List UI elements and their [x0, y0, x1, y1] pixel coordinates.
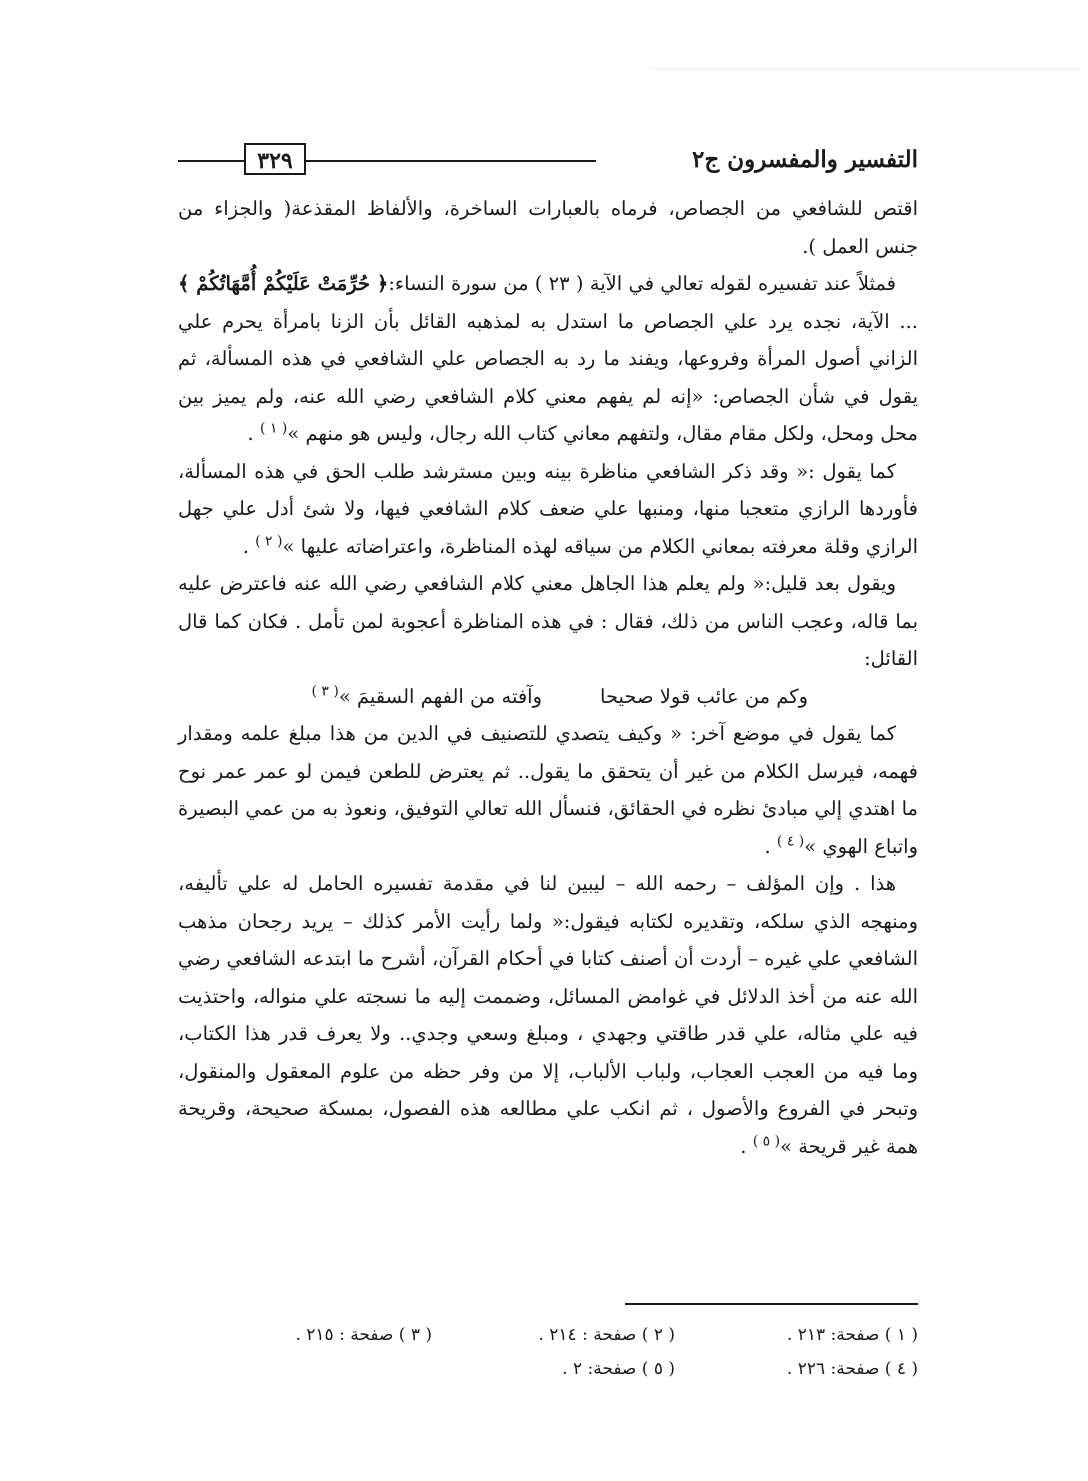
paragraph-4: ويقول بعد قليل:« ولم يعلم هذا الجاهل معني كلام الشافعي رضي الله عنه فاعترض عليه بما قاله، وعجب الناس من ذلك، فقال : في هذه المناظرة أعجوبة لمن تأمل . فكان كما قال القائل:	[178, 572, 918, 670]
footnote-1: ( ١ ) صفحة: ٢١٣ .	[786, 1325, 918, 1345]
verse-first-hemistich: وكم من عائب قولا صحيحا	[600, 684, 808, 708]
paragraph-5: كما يقول في موضع آخر: « وكيف يتصدي للتصنيف في الدين من هذا مبلغ علمه ومقدار فهمه، فيرسل الكلام من غير أن يتحقق ما يقول.. ثم يعترض للطعن فيمن لو عمر عمر نوح ما اهتدي إلي مبادئ نظره في الحقائق، فنسأل الله تعالي التوفيق، ونعوذ به من عمي البصيرة واتباع الهوي »$^{( ٤ )}$ .	[178, 722, 918, 858]
header-rule-left	[178, 160, 244, 162]
footnote-row	[200, 1352, 918, 1386]
paragraph-6: هذا . وإن المؤلف – رحمه الله – ليبين لنا في مقدمة تفسيره الحامل له علي تأليفه، ومنهجه الذي سلكه، وتقديره لكتابه فيقول:« ولما رأيت الأمر كذلك – يريد رجحان مذهب الشافعي علي غيره – أردت أن أصنف كتابا في أحكام القرآن، أشرح ما ابتدعه الشافعي رضي الله عنه من أخذ الدلائل في غوامض المسائل، وضممت إليه ما نسجته علي منواله، واحتذيت فيه علي مثاله، علي قدر طاقتي وجهدي ، ومبلغ وسعي وجدي.. ولا يعرف قدر هذا الكتاب، وما فيه من العجب العجاب، ولباب الألباب، إلا من وفر حظه من علوم المعقول والمنقول، وتبحر في الفروع والأصول ، ثم انكب علي مطالعه هذه الفصول، بمسكة صحيحة، وقريحة همة غير قريحة »$^{( ٥ )}$ .	[178, 872, 918, 1158]
footnote-ref-2: ( ٢ )	[255, 533, 283, 549]
footnote-2: ( ٢ ) صفحة : ٢١٤ .	[538, 1325, 675, 1345]
quran-quote: ﴿ حُرِّمَتْ عَلَيْكُمْ أُمَّهَاتُكُمْ ﴾	[178, 272, 389, 295]
page-number: ٣٢٩	[244, 143, 306, 175]
paragraph-1: اقتص للشافعي من الجصاص، فرماه بالعبارات الساخرة، والألفاظ المقذعة( والجزاء من جنس العمل ).	[178, 197, 918, 258]
footnote-ref-3: ( ٣ )	[311, 683, 339, 699]
paragraph-2: فمثلاً عند تفسيره لقوله تعالي في الآية ( ٢٣ ) من سورة النساء:﴿ حُرِّمَتْ عَلَيْكُمْ أُمَّهَاتُكُمْ ﴾ ... الآية، نجده يرد علي الجصاص ما استدل به لمذهبه القائل بأن الزنا بامرأة يحرم علي الزاني أصول المرأة وفروعها، ويفند ما رد به الجصاص علي الشافعي في هذه المسألة، ثم يقول في شأن الجصاص: «إنه لم يفهم معني كلام الشافعي رضي الله عنه، ولم يميز بين محل ومحل، ولكل مقام مقال، ولتفهم معاني كتاب الله رجال، وليس هو منهم »$^{( ١ )}$ .	[178, 272, 918, 445]
running-header	[178, 143, 918, 179]
footnote-separator	[625, 1303, 918, 1305]
paragraph-3: كما يقول :« وقد ذكر الشافعي مناظرة بينه وبين مسترشد طلب الحق في هذه المسألة، فأوردها الرازي متعجبا منها، ومنبها علي ضعف كلام الشافعي فيها، ولا شئ أدل علي جهل الرازي وقلة معرفته بمعاني الكلام من سياقه لهذه المناظرة، واعتراضاته عليها »$^{( ٢ )}$ .	[178, 459, 918, 558]
scan-artifact-line	[650, 68, 1080, 69]
footnote-3: ( ٣ ) صفحة : ٢١٥ .	[295, 1325, 432, 1345]
paragraph-2-intro: فمثلاً عند تفسيره لقوله تعالي في الآية ( ٢٣ ) من سورة النساء:	[388, 272, 896, 295]
footnote-ref-4: ( ٤ )	[776, 833, 805, 849]
header-rule-middle	[306, 160, 596, 162]
footnote-4: ( ٤ ) صفحة: ٢٢٦ .	[786, 1359, 918, 1379]
footnotes	[200, 1318, 918, 1386]
footnote-5: ( ٥ ) صفحة: ٢ .	[562, 1359, 675, 1379]
header-title: التفسير والمفسرون ج٢	[692, 146, 918, 173]
paragraph-2-body: ... الآية، نجده يرد علي الجصاص ما استدل به لمذهبه القائل بأن الزنا بامرأة يحرم علي الزاني أصول المرأة وفروعها، ويفند ما رد به الجصاص علي الشافعي في هذه المسألة، ثم يقول في شأن الجصاص: «إنه لم يفهم معني كلام الشافعي رضي الله عنه، ولم يميز بين محل ومحل، ولكل مقام مقال، ولتفهم معاني كتاب الله رجال، وليس هو منهم »	[178, 309, 918, 445]
verse-second-hemistich	[311, 678, 542, 716]
poetry-verse	[178, 678, 918, 716]
verse-second-text: وآفته من الفهم السقيمَ »	[338, 684, 542, 708]
body-text	[178, 190, 918, 1165]
footnote-ref-5: ( ٥ )	[752, 1133, 781, 1149]
paragraph-6-body: هذا . وإن المؤلف – رحمه الله – ليبين لنا في مقدمة تفسيره الحامل له علي تأليفه، ومنهجه الذي سلكه، وتقديره لكتابه فيقول:« ولما رأيت الأمر كذلك – يريد رجحان مذهب الشافعي علي غيره – أردت أن أصنف كتابا في أحكام القرآن، أشرح ما ابتدعه الشافعي رضي الله عنه من أخذ الدلائل في غوامض المسائل، وضممت إليه ما نسجته علي منواله، واحتذيت فيه علي مثاله، علي قدر طاقتي وجهدي ، ومبلغ وسعي وجدي.. ولا يعرف قدر هذا الكتاب، وما فيه من العجب العجاب، ولباب الألباب، إلا من وفر حظه من علوم المعقول والمنقول، وتبحر في الفروع والأصول ، ثم انكب علي مطالعه هذه الفصول، بمسكة صحيحة، وقريحة همة غير قريحة »	[178, 872, 918, 1158]
footnote-row	[200, 1318, 918, 1352]
footnote-ref-1: ( ١ )	[259, 420, 288, 437]
paragraph-5-body: كما يقول في موضع آخر: « وكيف يتصدي للتصنيف في الدين من هذا مبلغ علمه ومقدار فهمه، فيرسل الكلام من غير أن يتحقق ما يقول.. ثم يعترض للطعن فيمن لو عمر عمر نوح ما اهتدي إلي مبادئ نظره في الحقائق، فنسأل الله تعالي التوفيق، ونعوذ به من عمي البصيرة واتباع الهوي »	[178, 722, 918, 858]
paragraph-3-body: كما يقول :« وقد ذكر الشافعي مناظرة بينه وبين مسترشد طلب الحق في هذه المسألة، فأوردها الرازي متعجبا منها، ومنبها علي ضعف كلام الشافعي فيها، ولا شئ أدل علي جهل الرازي وقلة معرفته بمعاني الكلام من سياقه لهذه المناظرة، واعتراضاته عليها »	[178, 459, 918, 558]
